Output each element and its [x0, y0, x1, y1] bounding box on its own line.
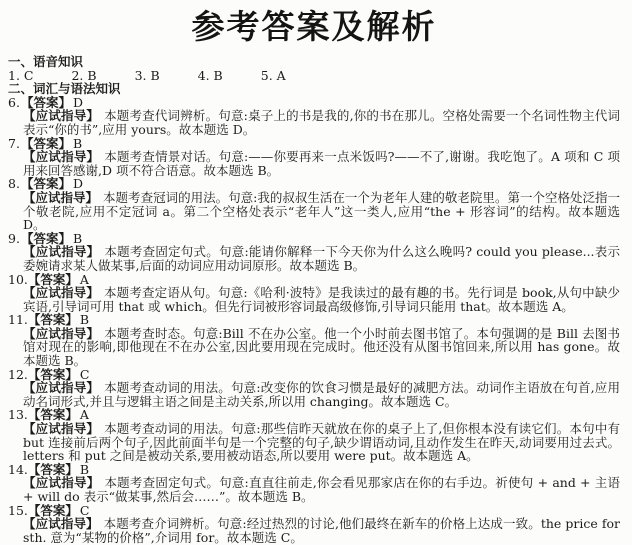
answer-label: 【答案】	[27, 502, 78, 518]
answer-label: 【答案】	[27, 461, 78, 477]
question-11	[8, 313, 620, 367]
answer-label: 【答案】	[21, 94, 72, 110]
answer-line	[8, 232, 620, 246]
answer-letter: B	[79, 461, 90, 477]
answer-item-3: 3. B	[134, 67, 160, 83]
explanation-text: 本题考查代词辨析。句意:桌子上的书是我的,你的书在那儿。空格处需要一个名词性物主代词表示“你的书”,应用 yours。故本题选 D。	[23, 108, 620, 137]
phonetics-answers-row	[8, 69, 620, 83]
answer-label: 【答案】	[27, 271, 78, 287]
answer-label: 【答案】	[21, 176, 72, 192]
explanation-text: 本题考查冠词的用法。句意:我的叔叔生活在一个为老年人建的敬老院里。第一个空格处泛指一个敬老院,应用不定冠词 a。第二个空格处表示“老年人”这一类人,应用“the + 形容词”的结构。故本题选 D。	[23, 189, 620, 233]
question-15	[8, 504, 620, 545]
question-number: 12.	[8, 366, 28, 382]
question-number: 6.	[8, 94, 20, 110]
explanation	[23, 191, 620, 232]
guide-label: 【应试指导】	[23, 380, 100, 396]
question-number: 13.	[8, 407, 28, 423]
answer-line	[8, 504, 620, 518]
answer-letter: B	[73, 230, 83, 246]
question-14	[8, 463, 620, 504]
question-13	[8, 408, 620, 462]
answer-line	[8, 96, 620, 110]
answer-item-5: 5. A	[260, 67, 286, 83]
answer-line	[8, 463, 620, 477]
explanation	[23, 109, 620, 136]
explanation-text: 本题考查时态。句意:Bill 不在办公室。他一个小时前去图书馆了。本句强调的是 Bill 去图书馆对现在的影响,即他现在不在办公室,因此要用现在完成时。他还没有从图书馆回来,所以用 has gone。故本题选 B。	[23, 325, 620, 369]
guide-label: 【应试指导】	[23, 421, 100, 437]
explanation	[23, 476, 620, 503]
question-number: 14.	[8, 461, 28, 477]
explanation-text: 本题考查介词辨析。句意:经过热烈的讨论,他们最终在新车的价格上达成一致。the price for sth. 意为“某物的价格”,介词用 for。故本题选 C。	[23, 516, 620, 545]
explanation	[23, 422, 620, 463]
answer-label: 【答案】	[21, 135, 72, 151]
answer-letter: D	[73, 94, 84, 110]
answer-letter: A	[79, 271, 89, 287]
answer-line	[8, 408, 620, 422]
explanation	[23, 286, 620, 313]
question-number: 9.	[8, 230, 20, 246]
guide-label: 【应试指导】	[23, 189, 99, 205]
guide-label: 【应试指导】	[23, 108, 100, 124]
answer-label: 【答案】	[27, 407, 78, 423]
question-6	[8, 96, 620, 137]
answer-letter: B	[79, 312, 90, 328]
explanation-text: 本题考查动词的用法。句意:那些信昨天就放在你的桌子上了,但你根本没有读它们。本句中有 but 连接前后两个句子,因此前面半句是一个完整的句子,缺少谓语动词,且动作发生在昨天,动词要用过去式。letters 和 put 之间是被动关系,要用被动语态,所以要用 were put。故本题选 A。	[23, 421, 620, 464]
question-number: 11.	[8, 312, 28, 328]
explanation-text: 本题考查定语从句。句意:《哈利·波特》是我读过的最有趣的书。先行词是 book,从句中缺少宾语,引导词可用 that 或 which。但先行词被形容词最高级修饰,引导词只能用 that。故本题选 A。	[23, 285, 620, 314]
answer-letter: C	[79, 502, 90, 518]
question-number: 10.	[8, 271, 28, 287]
answer-line	[8, 368, 620, 382]
guide-label: 【应试指导】	[23, 149, 100, 165]
answer-line	[8, 137, 620, 151]
answer-line	[8, 313, 620, 327]
question-number: 8.	[8, 176, 20, 192]
guide-label: 【应试指导】	[23, 244, 100, 260]
answer-line	[8, 177, 620, 191]
answer-letter: C	[79, 366, 90, 382]
question-number: 7.	[8, 135, 20, 151]
explanation	[23, 517, 620, 544]
answer-item-2: 2. B	[71, 67, 97, 83]
answer-label: 【答案】	[27, 366, 78, 382]
answer-label: 【答案】	[21, 230, 72, 246]
section-heading-vocab-grammar: 二、词汇与语法知识	[8, 81, 121, 97]
guide-label: 【应试指导】	[23, 285, 100, 301]
explanation-text: 本题考查固定句式。句意:能请你解释一下今天你为什么这么晚吗? could you please...表示委婉请求某人做某事,后面的动词应用动词原形。故本题选 B。	[23, 244, 620, 273]
explanation	[23, 150, 620, 177]
answer-letter: A	[79, 407, 89, 423]
answer-line	[8, 273, 620, 287]
question-number: 15.	[8, 502, 28, 518]
answer-letter: B	[73, 135, 83, 151]
page-title: 参考答案及解析	[191, 7, 437, 46]
guide-label: 【应试指导】	[23, 475, 100, 491]
explanation-text: 本题考查动词的用法。句意:改变你的饮食习惯是最好的减肥方法。动词作主语放在句首,应用动名词形式,并且与逻辑主语之间是主动关系,所以用 changing。故本题选 C。	[23, 380, 620, 409]
question-7	[8, 137, 620, 178]
question-8	[8, 177, 620, 231]
answer-item-4: 4. B	[197, 67, 223, 83]
explanation	[23, 327, 620, 368]
question-12	[8, 368, 620, 409]
answer-label: 【答案】	[27, 312, 78, 328]
answer-item-1: 1. C	[8, 67, 34, 83]
explanation-text: 本题考查固定句式。句意:直直往前走,你会看见那家店在你的右手边。祈使句 + and + 主语 + will do 表示“做某事,然后会……”。故本题选 B。	[23, 475, 620, 504]
guide-label: 【应试指导】	[23, 325, 100, 341]
explanation	[23, 245, 620, 272]
guide-label: 【应试指导】	[23, 516, 99, 532]
section-heading-phonetics: 一、语音知识	[8, 54, 84, 69]
explanation	[23, 381, 620, 408]
question-9	[8, 232, 620, 273]
explanation-text: 本题考查情景对话。句意:——你要再来一点米饭吗?——不了,谢谢。我吃饱了。A 项和 C 项用来回答感谢,D 项不符合语意。故本题选 B。	[23, 149, 620, 178]
question-10	[8, 273, 620, 314]
answer-letter: D	[73, 176, 84, 192]
